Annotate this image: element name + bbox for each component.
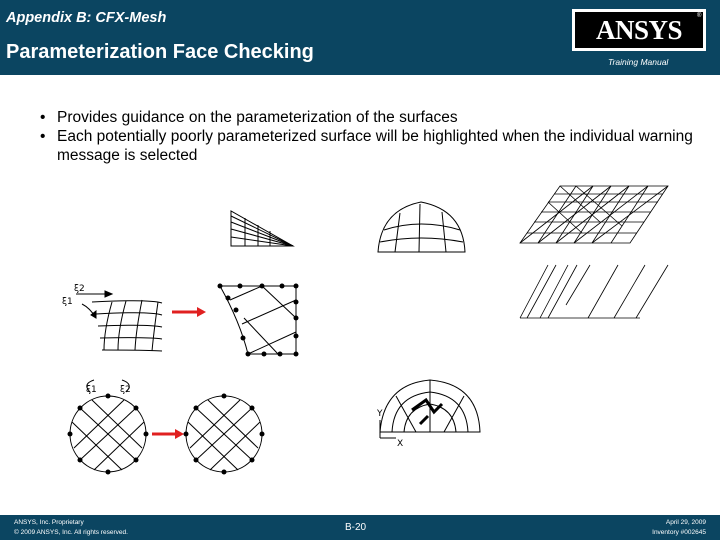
copyright-text: © 2009 ANSYS, Inc. All rights reserved. <box>14 529 128 536</box>
xi2-circle-label: ξ2 <box>120 385 131 395</box>
remeshed-vertices <box>218 284 299 357</box>
fan-surface-figure <box>231 211 293 246</box>
parametric-grid-figure <box>76 291 162 351</box>
axis-x-label: X <box>397 439 404 449</box>
bullet-item: • Provides guidance on the parameterization of the surfaces <box>40 108 700 127</box>
bullet-item: • Each potentially poorly parameterized surface will be highlighted when the individual warning message is selected <box>40 127 700 165</box>
skewed-mesh-figure <box>520 186 668 243</box>
proprietary-text: ANSYS, Inc. Proprietary <box>14 519 84 526</box>
inventory-text: Inventory #002645 <box>652 529 706 536</box>
date-text: April 29, 2009 <box>665 519 706 526</box>
footer-left <box>14 518 128 538</box>
xi2-label: ξ2 <box>74 284 85 294</box>
page-title: Parameterization Face Checking <box>6 41 314 63</box>
sparse-mesh-figure <box>520 265 668 318</box>
logo-text: ANSYS <box>595 15 683 45</box>
remeshed-surface-figure <box>220 286 296 354</box>
dome-surface-figure <box>378 202 465 252</box>
app-title: Appendix B: CFX-Mesh <box>6 10 167 26</box>
footer-right <box>652 518 706 538</box>
training-manual-label: Training Manual <box>608 57 669 67</box>
red-arrow-icon <box>172 307 206 317</box>
xi1-label: ξ1 <box>62 297 73 307</box>
red-arrow-icon <box>152 429 184 439</box>
page-number: B-20 <box>345 522 367 533</box>
xi1-circle-label: ξ1 <box>86 385 97 395</box>
footer-bar <box>0 515 720 540</box>
logo-registered-mark: ® <box>697 13 702 19</box>
highlighted-region <box>412 400 442 424</box>
axis-y-label: Y <box>377 409 383 419</box>
